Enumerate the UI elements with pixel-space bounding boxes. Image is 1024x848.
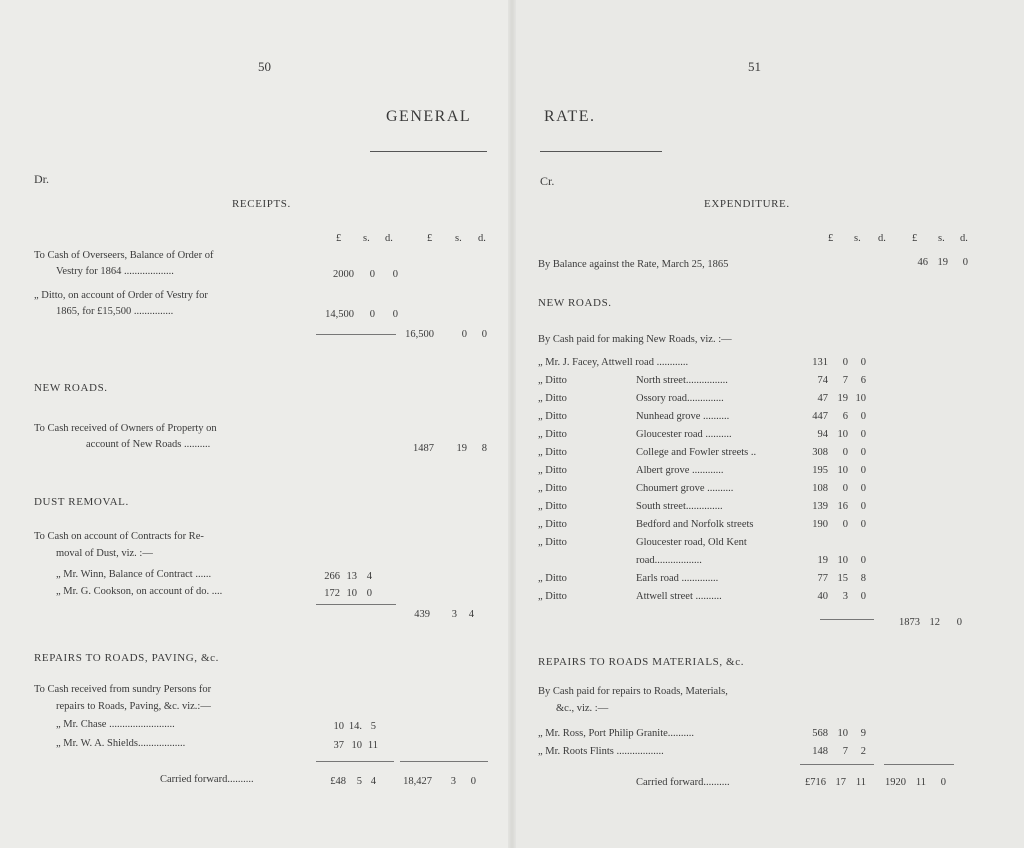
row-pounds: 190 <box>812 519 828 530</box>
row-pounds: 40 <box>817 591 828 602</box>
amount-pounds: 148 <box>812 746 828 757</box>
carried-forward-label: Carried forward.......... <box>160 774 254 785</box>
amount-pence: 9 <box>860 728 866 739</box>
carried-pence-2: 0 <box>940 777 946 788</box>
row-pence: 0 <box>860 429 866 440</box>
carried-pounds-2: 18,427 <box>403 776 432 787</box>
title-right: RATE. <box>544 108 596 125</box>
row-pounds: 108 <box>812 483 828 494</box>
expenditure-heading: EXPENDITURE. <box>704 198 790 210</box>
row-place: Attwell street .......... <box>636 591 722 602</box>
receipt-line: „ Ditto, on account of Order of Vestry for <box>34 290 208 301</box>
total-shillings: 19 <box>456 443 467 454</box>
amount-pence: 5 <box>370 721 376 732</box>
repairs-heading: REPAIRS TO ROADS MATERIALS, &c. <box>538 656 745 668</box>
dust-removal-heading: DUST REMOVAL. <box>34 496 129 508</box>
row-place: Choumert grove .......... <box>636 483 734 494</box>
row-pence: 6 <box>860 375 866 386</box>
new-roads-heading: NEW ROADS. <box>34 382 108 394</box>
amount-shillings: 10 <box>346 588 357 599</box>
row-payee: „ Ditto <box>538 591 567 602</box>
amount-pounds: 2000 <box>333 269 354 280</box>
row-place: Bedford and Norfolk streets <box>636 519 754 530</box>
row-pounds: 77 <box>817 573 828 584</box>
row-shillings: 10 <box>837 465 848 476</box>
receipt-line: To Cash on account of Contracts for Re- <box>34 531 204 542</box>
receipt-line: To Cash received of Owners of Property on <box>34 423 217 434</box>
total-pence: 4 <box>468 609 474 620</box>
col-s-1: s. <box>854 233 861 244</box>
subtotal-rule <box>820 619 874 620</box>
row-payee: „ Ditto <box>538 519 567 530</box>
total-pounds: 1873 <box>899 617 920 628</box>
row-pence: 0 <box>860 555 866 566</box>
amount-pence: 0 <box>392 309 398 320</box>
right-page <box>512 0 1024 848</box>
left-page-number: 50 <box>258 59 271 74</box>
title-rule-left <box>370 151 487 152</box>
total-pence: 8 <box>481 443 487 454</box>
row-shillings: 0 <box>842 483 848 494</box>
col-d-2: d. <box>960 233 968 244</box>
col-d-2: d. <box>478 233 486 244</box>
carried-shillings-1: 17 <box>835 777 846 788</box>
receipt-line: „ Mr. Chase ......................... <box>56 719 175 730</box>
row-shillings: 15 <box>837 573 848 584</box>
right-page-number: 51 <box>748 59 761 74</box>
amount-pence: 0 <box>392 269 398 280</box>
row-payee: „ Ditto <box>538 447 567 458</box>
amount-shillings: 13 <box>346 571 357 582</box>
row-pence: 0 <box>860 483 866 494</box>
credit-label: Cr. <box>540 174 555 188</box>
amount-shillings: 10 <box>837 728 848 739</box>
row-pounds: 447 <box>812 411 828 422</box>
amount-pounds: 37 <box>333 740 344 751</box>
amount-pounds: 172 <box>324 588 340 599</box>
expenditure-line: By Cash paid for repairs to Roads, Materials, <box>538 686 728 697</box>
row-payee: „ Ditto <box>538 483 567 494</box>
row-place: Ossory road.............. <box>636 393 724 404</box>
col-pound-1: £ <box>828 233 834 244</box>
row-shillings: 10 <box>837 429 848 440</box>
row-pounds: 94 <box>817 429 828 440</box>
total-shillings: 12 <box>929 617 940 628</box>
total-pounds: 439 <box>414 609 430 620</box>
row-place: Earls road .............. <box>636 573 719 584</box>
row-shillings: 6 <box>842 411 848 422</box>
amount-shillings: 10 <box>351 740 362 751</box>
carried-shillings-1: 5 <box>356 776 362 787</box>
receipt-line: „ Mr. Winn, Balance of Contract ...... <box>56 569 212 580</box>
expenditure-intro: By Cash paid for making New Roads, viz. :— <box>538 334 732 345</box>
row-pence: 0 <box>860 357 866 368</box>
receipts-heading: RECEIPTS. <box>232 198 291 210</box>
repairs-heading: REPAIRS TO ROADS, PAVING, &c. <box>34 652 219 664</box>
row-pounds: 195 <box>812 465 828 476</box>
row-payee: „ Ditto <box>538 501 567 512</box>
receipt-line: moval of Dust, viz. :— <box>56 548 153 559</box>
row-pence: 0 <box>860 519 866 530</box>
col-pound-2: £ <box>427 233 433 244</box>
carried-pence-1: 11 <box>855 777 866 788</box>
row-pence: 0 <box>860 501 866 512</box>
row-shillings: 10 <box>837 555 848 566</box>
row-pounds: 131 <box>812 357 828 368</box>
col-d-1: d. <box>878 233 886 244</box>
carried-rule-2 <box>884 764 954 765</box>
expenditure-line: „ Mr. Ross, Port Philip Granite.......... <box>538 728 695 739</box>
row-payee: „ Ditto <box>538 375 567 386</box>
subtotal-rule <box>316 334 396 335</box>
amount-pounds: 14,500 <box>325 309 354 320</box>
total-pence: 0 <box>481 329 487 340</box>
row-shillings: 0 <box>842 357 848 368</box>
carried-rule-2 <box>400 761 488 762</box>
row-payee: „ Ditto <box>538 393 567 404</box>
carried-shillings-2: 3 <box>450 776 456 787</box>
receipt-line: To Cash of Overseers, Balance of Order of <box>34 250 214 261</box>
row-pounds: 139 <box>812 501 828 512</box>
total-shillings: 3 <box>451 609 457 620</box>
row-pounds: 47 <box>817 393 828 404</box>
row-place: road.................. <box>636 555 702 566</box>
col-s-2: s. <box>938 233 945 244</box>
amount-pence: 2 <box>860 746 866 757</box>
receipt-line: 1865, for £15,500 ............... <box>56 306 174 317</box>
row-pence: 0 <box>860 447 866 458</box>
row-place: College and Fowler streets .. <box>636 447 757 458</box>
total-pounds: 46 <box>917 257 928 268</box>
carried-pence-1: 4 <box>370 776 376 787</box>
total-pence: 0 <box>956 617 962 628</box>
col-d-1: d. <box>385 233 393 244</box>
amount-pounds: 266 <box>324 571 340 582</box>
expenditure-line: &c., viz. :— <box>556 703 609 714</box>
row-place: North street................ <box>636 375 728 386</box>
amount-shillings: 14. <box>348 721 362 732</box>
total-shillings: 19 <box>937 257 948 268</box>
receipt-line: „ Mr. W. A. Shields.................. <box>56 738 186 749</box>
row-payee: „ Ditto <box>538 573 567 584</box>
carried-shillings-2: 11 <box>915 777 926 788</box>
amount-pence: 0 <box>366 588 372 599</box>
row-pounds: 19 <box>817 555 828 566</box>
carried-rule-1 <box>316 761 394 762</box>
row-place: Gloucester road .......... <box>636 429 732 440</box>
row-pounds: 308 <box>812 447 828 458</box>
row-place: Albert grove ............ <box>636 465 724 476</box>
carried-pounds-1: £716 <box>805 777 826 788</box>
expenditure-line: „ Mr. Roots Flints .................. <box>538 746 664 757</box>
row-payee: „ Ditto <box>538 429 567 440</box>
row-place: Nunhead grove .......... <box>636 411 730 422</box>
receipt-line: To Cash received from sundry Persons for <box>34 684 212 695</box>
row-payee: „ Ditto <box>538 465 567 476</box>
row-pounds: 74 <box>817 375 828 386</box>
row-shillings: 16 <box>837 501 848 512</box>
row-payee: „ Mr. J. Facey, Attwell road ............ <box>538 357 689 368</box>
total-shillings: 0 <box>461 329 467 340</box>
amount-pounds: 568 <box>812 728 828 739</box>
receipt-line: Vestry for 1864 ................... <box>56 266 174 277</box>
title-left: GENERAL <box>386 108 472 125</box>
total-pence: 0 <box>962 257 968 268</box>
col-s-1: s. <box>363 233 370 244</box>
new-roads-heading: NEW ROADS. <box>538 297 612 309</box>
debit-label: Dr. <box>34 172 49 186</box>
row-pence: 0 <box>860 591 866 602</box>
title-rule-right <box>540 151 662 152</box>
row-payee: „ Ditto <box>538 411 567 422</box>
row-shillings: 0 <box>842 447 848 458</box>
carried-pounds-1: £48 <box>330 776 346 787</box>
row-pence: 0 <box>860 465 866 476</box>
amount-pence: 11 <box>367 740 378 751</box>
col-pound-2: £ <box>912 233 918 244</box>
receipt-line: repairs to Roads, Paving, &c. viz.:— <box>56 701 211 712</box>
row-shillings: 0 <box>842 519 848 530</box>
col-s-2: s. <box>455 233 462 244</box>
row-payee: „ Ditto <box>538 537 567 548</box>
row-shillings: 7 <box>842 375 848 386</box>
subtotal-rule <box>316 604 396 605</box>
amount-shillings: 7 <box>842 746 848 757</box>
receipt-line: account of New Roads .......... <box>86 439 211 450</box>
carried-pence-2: 0 <box>470 776 476 787</box>
total-pounds: 1487 <box>413 443 434 454</box>
row-place: South street.............. <box>636 501 723 512</box>
amount-shillings: 0 <box>369 309 375 320</box>
row-place: Gloucester road, Old Kent <box>636 537 747 548</box>
row-shillings: 19 <box>837 393 848 404</box>
row-pence: 8 <box>860 573 866 584</box>
row-pence: 0 <box>860 411 866 422</box>
row-pence: 10 <box>855 393 866 404</box>
carried-forward-label: Carried forward.......... <box>636 777 730 788</box>
total-pounds: 16,500 <box>405 329 434 340</box>
carried-rule-1 <box>800 764 874 765</box>
col-pound-1: £ <box>336 233 342 244</box>
row-shillings: 3 <box>842 591 848 602</box>
amount-pounds: 10 <box>333 721 344 732</box>
carried-pounds-2: 1920 <box>885 777 906 788</box>
balance-line: By Balance against the Rate, March 25, 1865 <box>538 259 729 270</box>
amount-pence: 4 <box>366 571 372 582</box>
amount-shillings: 0 <box>369 269 375 280</box>
book-gutter <box>508 0 516 848</box>
receipt-line: „ Mr. G. Cookson, on account of do. .... <box>56 586 223 597</box>
